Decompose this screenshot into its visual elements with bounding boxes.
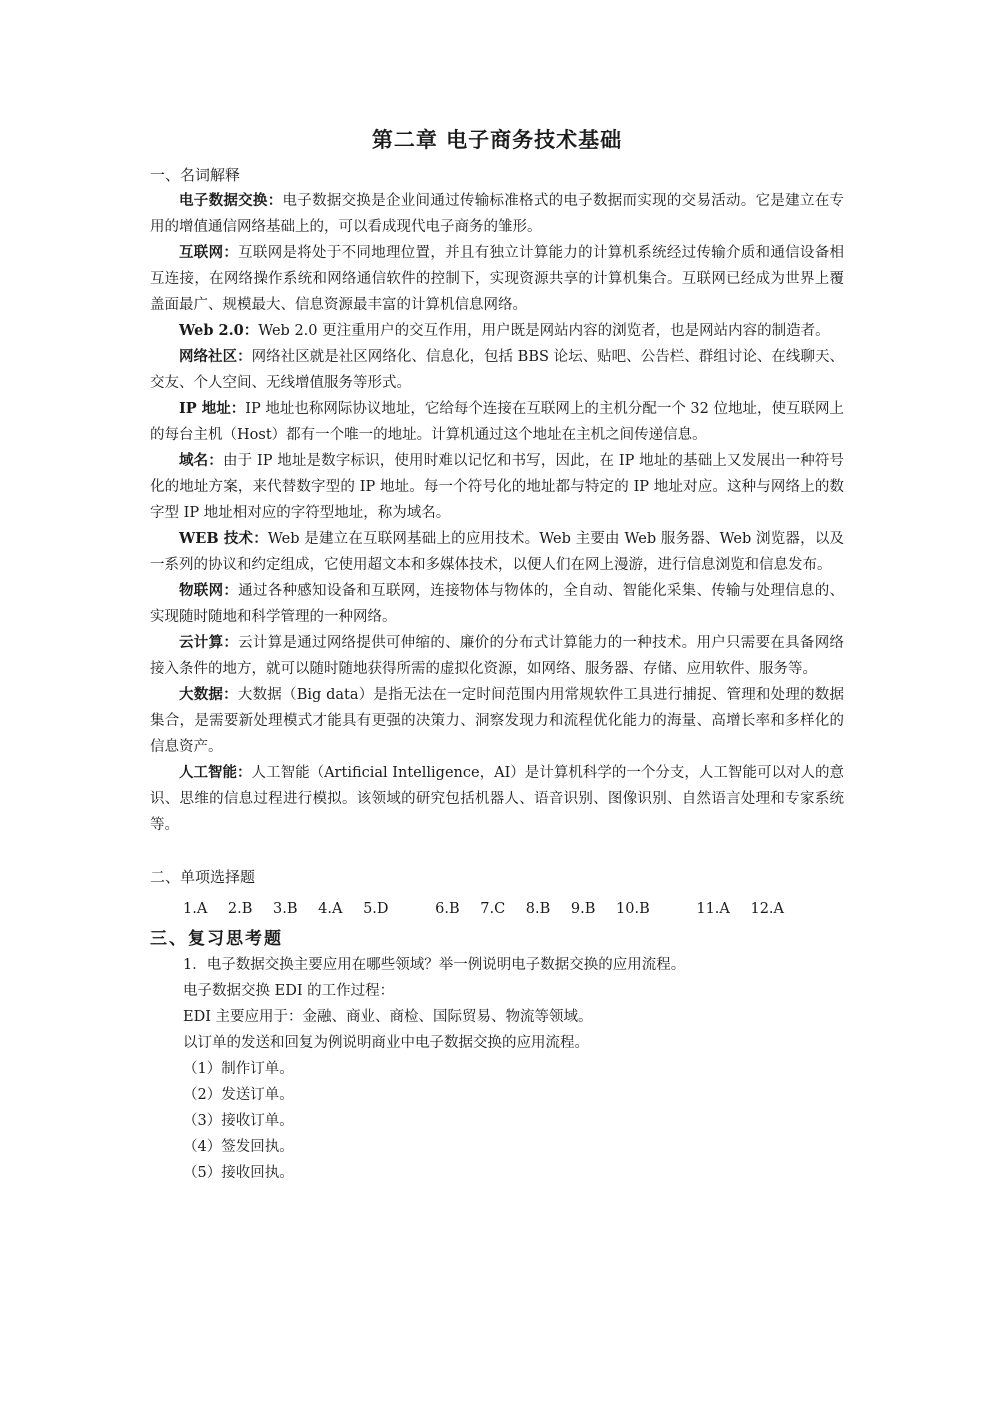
term-paragraph — [150, 760, 844, 838]
term-label: IP 地址： — [179, 400, 246, 417]
review-step: （5）接收回执。 — [183, 1165, 294, 1181]
chapter-title: 第二章 电子商务技术基础 — [371, 127, 623, 152]
review-question: 1．电子数据交换主要应用在哪些领域？举一例说明电子数据交换的应用流程。 — [183, 957, 686, 973]
section-heading-terms: 一、名词解释 — [150, 166, 241, 184]
answer-item: 5.D — [363, 901, 389, 917]
term-label: 人工智能： — [179, 764, 252, 781]
term-label: 大数据： — [179, 686, 238, 703]
answer-item: 10.B — [616, 901, 650, 917]
term-label: 物联网： — [179, 582, 239, 599]
term-label: 域名： — [179, 452, 223, 469]
section-heading-review: 三、复习思考题 — [150, 929, 283, 949]
term-definition: 人工智能（Artificial Intelligence，AI）是计算机科学的一个分支，人工智能可以对人的意识、思维的信息过程进行模拟。该领域的研究包括机器人、语音识别、图像识别、自然语言处理和专家系统等。 — [150, 765, 844, 833]
answer-item: 1.A — [183, 901, 208, 917]
term-definition: Web 2.0 更注重用户的交互作用，用户既是网站内容的浏览者，也是网站内容的制造者。 — [258, 323, 830, 339]
section-heading-choice: 二、单项选择题 — [150, 868, 256, 886]
answer-item: 8.B — [525, 901, 551, 917]
review-step: （3）接收订单。 — [183, 1113, 294, 1129]
answer-item: 7.C — [480, 901, 506, 917]
review-answer-line: 以订单的发送和回复为例说明商业中电子数据交换的应用流程。 — [183, 1035, 589, 1051]
review-answer-line: EDI 主要应用于：金融、商业、商检、国际贸易、物流等领域。 — [183, 1009, 593, 1025]
term-definition: IP 地址也称网际协议地址，它给每个连接在互联网上的主机分配一个 32 位地址，使互联网上的每台主机（Host）都有一个唯一的地址。计算机通过这个地址在主机之间传递信息。 — [150, 401, 844, 443]
page-content — [150, 124, 844, 1186]
answer-item: 6.B — [435, 901, 460, 917]
review-step: （1）制作订单。 — [183, 1061, 294, 1077]
answer-item: 12.A — [750, 901, 785, 917]
term-paragraph — [150, 344, 844, 396]
term-paragraph — [150, 578, 844, 630]
answer-item: 2.B — [227, 901, 253, 917]
term-definition: 网络社区就是社区网络化、信息化，包括 BBS 论坛、贴吧、公告栏、群组讨论、在线聊天、交友、个人空间、无线增值服务等形式。 — [150, 349, 844, 391]
term-definition: Web 是建立在互联网基础上的应用技术。Web 主要由 Web 服务器、Web 浏览器，以及一系列的协议和约定组成，它使用超文本和多媒体技术，以便人们在网上漫游，进行信息浏览和信息发布。 — [150, 531, 845, 573]
answer-item: 3.B — [273, 901, 298, 917]
term-paragraph — [150, 448, 844, 526]
term-definition: 由于 IP 地址是数字标识，使用时难以记忆和书写，因此，在 IP 地址的基础上又发展出一种符号化的地址方案，来代替数字型的 IP 地址。每一个符号化的地址都与特定的 IP 地址对应。这种与网络上的数字型 IP 地址相对应的字符型地址，称为域名。 — [150, 453, 845, 521]
term-paragraph — [150, 682, 844, 760]
review-step: （2）发送订单。 — [183, 1087, 294, 1103]
term-definition: 大数据（Big data）是指无法在一定时间范围内用常规软件工具进行捕捉、管理和处理的数据集合，是需要新处理模式才能具有更强的决策力、洞察发现力和流程优化能力的海量、高增长率和多样化的信息资产。 — [150, 687, 844, 755]
term-label: WEB 技术： — [179, 530, 268, 547]
answer-item: 9.B — [570, 901, 596, 917]
term-paragraph — [150, 396, 844, 448]
review-answer-line: 电子数据交换 EDI 的工作过程： — [183, 983, 395, 999]
answer-item: 4.A — [318, 901, 343, 917]
review-step: （4）签发回执。 — [183, 1139, 294, 1155]
term-definition: 互联网是将处于不同地理位置，并且有独立计算能力的计算机系统经过传输介质和通信设备相互连接，在网络操作系统和网络通信软件的控制下，实现资源共享的计算机集合。互联网已经成为世界上覆盖面最广、规模最大、信息资源最丰富的计算机信息网络。 — [150, 245, 845, 313]
term-paragraph — [150, 630, 844, 682]
term-label: 云计算： — [179, 634, 239, 651]
term-paragraph — [150, 526, 844, 578]
spacer — [150, 838, 844, 864]
term-definition: 通过各种感知设备和互联网，连接物体与物体的，全自动、智能化采集、传输与处理信息的、实现随时随地和科学管理的一种网络。 — [150, 583, 845, 625]
term-label: Web 2.0： — [179, 322, 259, 339]
answer-key — [150, 896, 844, 922]
term-definition: 云计算是通过网络提供可伸缩的、廉价的分布式计算能力的一种技术。用户只需要在具备网络接入条件的地方，就可以随时随地获得所需的虚拟化资源，如网络、服务器、存储、应用软件、服务等。 — [150, 635, 845, 677]
answer-item: 11.A — [696, 901, 730, 917]
term-label: 电子数据交换： — [179, 192, 283, 209]
term-paragraph — [150, 188, 844, 240]
term-paragraph — [150, 240, 844, 318]
term-definition: 电子数据交换是企业间通过传输标准格式的电子数据而实现的交易活动。它是建立在专用的增值通信网络基础上的，可以看成现代电子商务的雏形。 — [150, 193, 845, 235]
term-label: 网络社区： — [179, 348, 252, 365]
term-paragraph — [150, 318, 844, 344]
term-label: 互联网： — [179, 244, 239, 261]
